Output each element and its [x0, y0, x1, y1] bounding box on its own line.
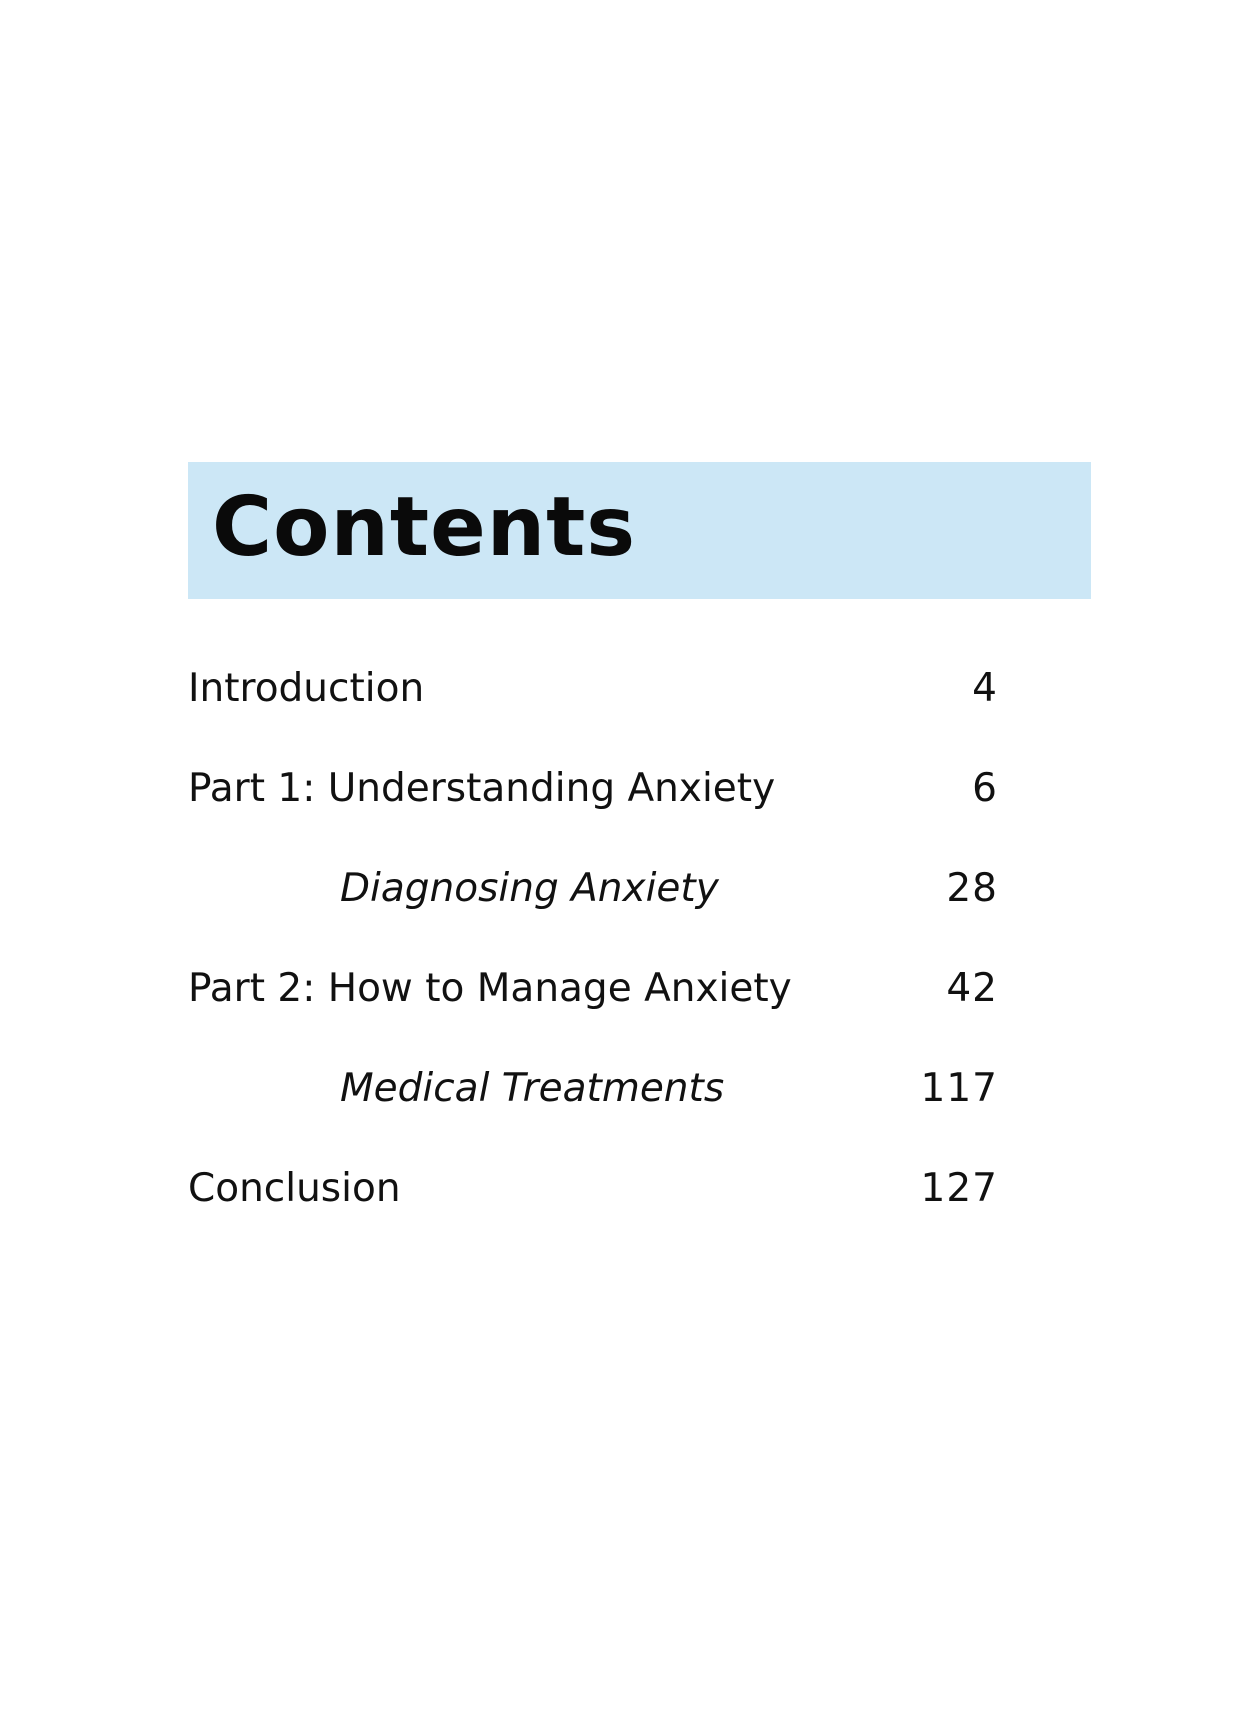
- toc-entry-part-2[interactable]: [188, 960, 998, 1060]
- title-banner: [188, 462, 1091, 599]
- table-of-contents: [188, 660, 998, 1260]
- toc-entry-page-number: 42: [946, 966, 998, 1011]
- toc-entry-page-number: 4: [972, 666, 998, 711]
- toc-entry-page-number: 127: [920, 1166, 998, 1211]
- toc-entry-introduction[interactable]: [188, 660, 998, 760]
- toc-entry-label: Medical Treatments: [340, 1066, 725, 1111]
- toc-entry-medical-treatments[interactable]: [188, 1060, 998, 1160]
- toc-entry-label: Diagnosing Anxiety: [340, 866, 719, 911]
- toc-entry-page-number: 117: [920, 1066, 998, 1111]
- toc-entry-conclusion[interactable]: [188, 1160, 998, 1260]
- toc-entry-label: Part 2: How to Manage Anxiety: [188, 966, 792, 1011]
- toc-entry-part-1[interactable]: [188, 760, 998, 860]
- page-title: Contents: [212, 480, 637, 575]
- toc-entry-diagnosing-anxiety[interactable]: [188, 860, 998, 960]
- toc-entry-label: Introduction: [188, 666, 425, 711]
- toc-entry-page-number: 6: [972, 766, 998, 811]
- toc-entry-label: Part 1: Understanding Anxiety: [188, 766, 776, 811]
- toc-entry-label: Conclusion: [188, 1166, 401, 1211]
- toc-entry-page-number: 28: [946, 866, 998, 911]
